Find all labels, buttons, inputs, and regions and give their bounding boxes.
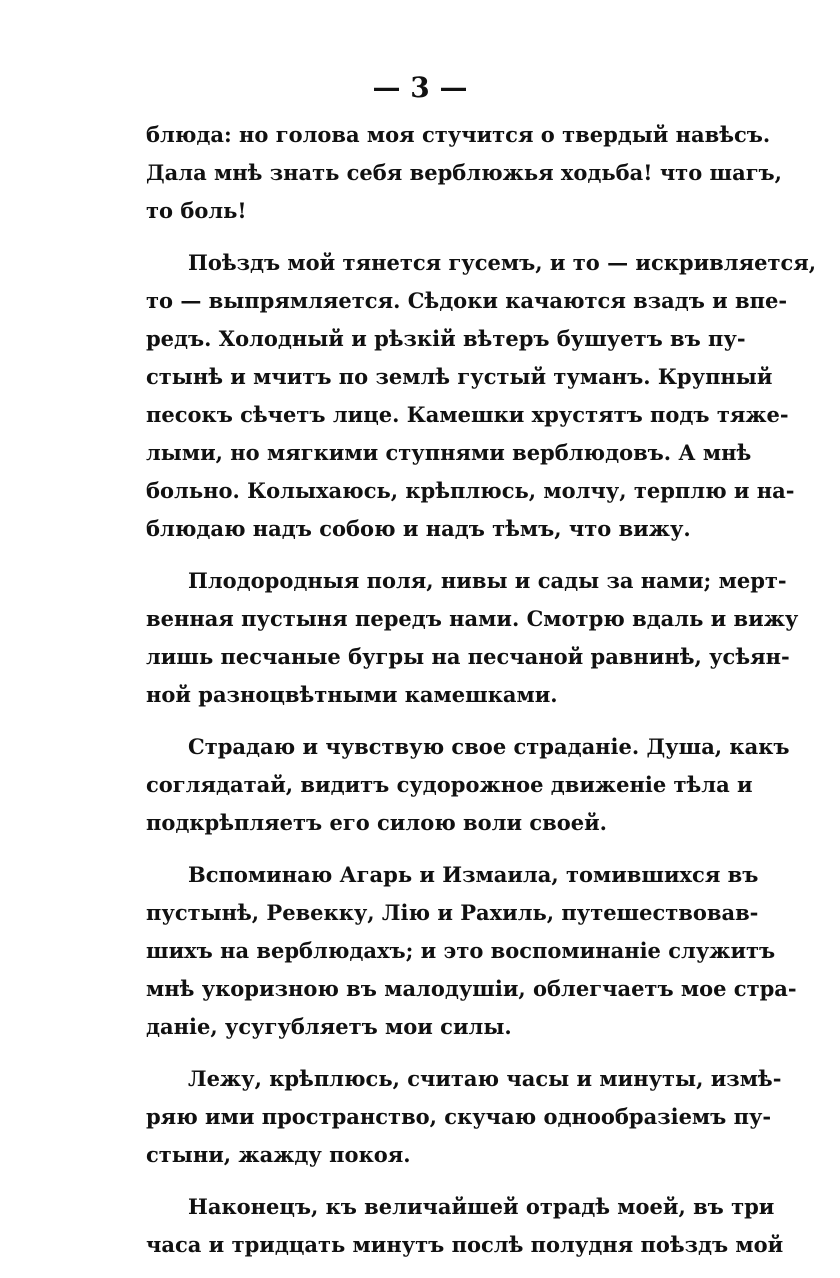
text-line: то боль! <box>146 198 247 223</box>
page-number: — 3 — <box>372 71 468 104</box>
text-line: Лежу, крѣплюсь, считаю часы и минуты, измѣ- <box>188 1066 782 1091</box>
paragraph <box>146 562 799 714</box>
text-line: шихъ на верблюдахъ; и это воспоминаніе служитъ <box>146 938 776 963</box>
text-line: блюдаю надъ собою и надъ тѣмъ, что вижу. <box>146 516 691 541</box>
paragraph <box>146 1188 784 1264</box>
text-line: ной разноцвѣтными камешками. <box>146 682 558 707</box>
text-line: лыми, но мягкими ступнями верблюдовъ. А мнѣ <box>146 440 752 465</box>
text-line: Страдаю и чувствую свое страданіе. Душа, какъ <box>188 734 790 759</box>
text-line: подкрѣпляетъ его силою воли своей. <box>146 810 607 835</box>
paragraph <box>146 244 817 548</box>
text-line: Поѣздъ мой тянется гусемъ, и то — искривляется, <box>188 250 817 275</box>
text-line: Плодородныя поля, нивы и сады за нами; мерт- <box>188 568 787 593</box>
paragraph <box>146 856 797 1046</box>
text-line: пустынѣ, Ревекку, Лію и Рахиль, путешествовав- <box>146 900 759 925</box>
text-line: блюда: но голова моя стучится о твердый навѣсъ. <box>146 122 771 147</box>
text-line: ряю ими пространство, скучаю однообразіемъ пу- <box>146 1104 772 1129</box>
paragraph <box>146 728 790 842</box>
text-line: лишь песчаные бугры на песчаной равнинѣ, усѣян- <box>146 644 790 669</box>
paragraph <box>146 1060 782 1174</box>
text-line: редъ. Холодный и рѣзкій вѣтеръ бушуетъ въ пу- <box>146 326 746 351</box>
body-text <box>146 116 817 1278</box>
paragraph <box>146 116 782 230</box>
text-line: мнѣ укоризною въ малодушіи, облегчаетъ мое стра- <box>146 976 797 1001</box>
text-line: Наконецъ, къ величайшей отрадѣ моей, въ три <box>188 1194 775 1219</box>
text-line: часа и тридцать минутъ послѣ полудня поѣздъ мой <box>146 1232 784 1257</box>
text-line: больно. Колыхаюсь, крѣплюсь, молчу, терплю и на- <box>146 478 795 503</box>
text-line: стыни, жажду покоя. <box>146 1142 411 1167</box>
text-line: песокъ сѣчетъ лице. Камешки хрустятъ подъ тяже- <box>146 402 789 427</box>
text-line: даніе, усугубляетъ мои силы. <box>146 1014 512 1039</box>
text-line: стынѣ и мчитъ по землѣ густый туманъ. Крупный <box>146 364 773 389</box>
text-line: Дала мнѣ знать себя верблюжья ходьба! что шагъ, <box>146 160 782 185</box>
text-line: соглядатай, видитъ судорожное движеніе тѣла и <box>146 772 753 797</box>
text-line: венная пустыня передъ нами. Смотрю вдаль и вижу <box>146 606 799 631</box>
text-line: Вспоминаю Агарь и Измаила, томившихся въ <box>188 862 759 887</box>
text-line: то — выпрямляется. Сѣдоки качаются взадъ и впе- <box>146 288 788 313</box>
